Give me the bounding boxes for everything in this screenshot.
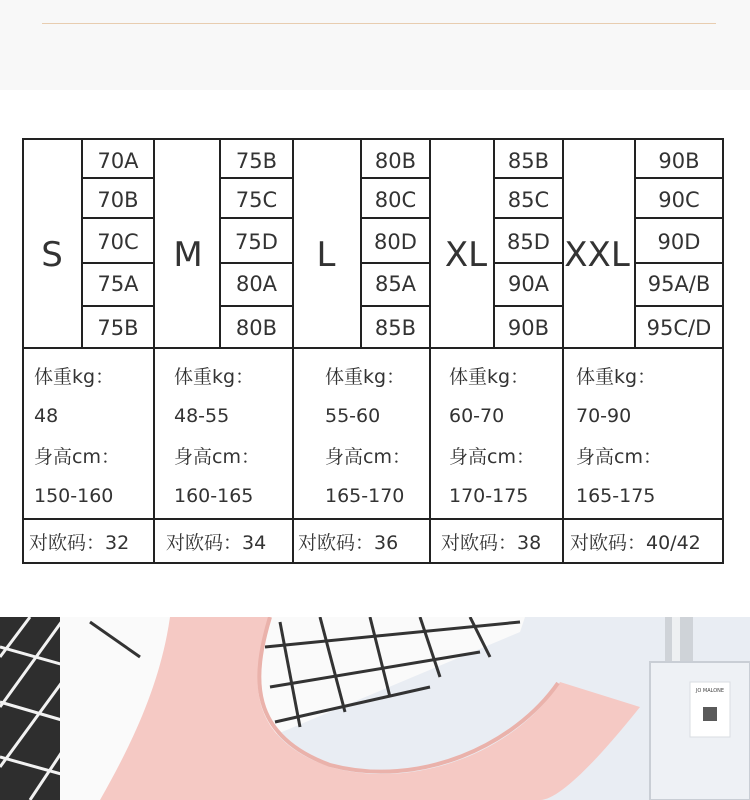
- height-value: 165-175: [576, 485, 656, 507]
- cup-size: 70C: [97, 230, 139, 254]
- cup-size: 80C: [374, 188, 417, 212]
- cup-size: 75B: [235, 149, 278, 173]
- bottle-label: JO MALONE: [695, 688, 725, 694]
- weight-label: 体重kg：: [34, 366, 115, 388]
- cup-size: 70B: [97, 188, 139, 212]
- size-label-xl: XL: [444, 235, 488, 275]
- weight-value: 55-60: [325, 405, 381, 427]
- cup-size: 70A: [97, 149, 139, 173]
- height-label: 身高cm：: [576, 446, 662, 468]
- cup-size: 90B: [507, 316, 550, 340]
- weight-value: 48-55: [174, 405, 230, 427]
- cup-row-line: [634, 262, 722, 264]
- cup-size: 95A/B: [647, 272, 711, 296]
- size-chart-table: [22, 138, 724, 564]
- cup-size: 80B: [235, 316, 278, 340]
- cup-size: 75B: [97, 316, 139, 340]
- size-label-xxl: XXL: [564, 235, 630, 275]
- column-divider: [429, 140, 431, 562]
- cup-row-line: [81, 177, 153, 179]
- cup-row-line: [219, 217, 292, 219]
- product-photo-illustration: [0, 617, 750, 800]
- height-value: 165-170: [325, 485, 405, 507]
- cup-size: 75D: [235, 230, 278, 254]
- height-value: 160-165: [174, 485, 254, 507]
- eu-size: 对欧码：36: [298, 532, 399, 554]
- cup-row-line: [219, 177, 292, 179]
- row-divider: [24, 518, 722, 520]
- cup-row-line: [360, 217, 429, 219]
- cup-row-line: [493, 305, 562, 307]
- column-divider: [292, 140, 294, 562]
- cup-size: 85B: [374, 316, 417, 340]
- cup-size: 80D: [374, 230, 417, 254]
- size-label-l: L: [316, 235, 336, 275]
- cup-size: 85B: [507, 149, 550, 173]
- header-band: [0, 0, 750, 90]
- cup-size: 85D: [507, 230, 550, 254]
- eu-size: 对欧码：32: [29, 532, 130, 554]
- cup-row-line: [81, 217, 153, 219]
- height-value: 170-175: [449, 485, 529, 507]
- cup-size: 90A: [507, 272, 550, 296]
- cup-row-line: [81, 305, 153, 307]
- height-label: 身高cm：: [325, 446, 411, 468]
- height-value: 150-160: [34, 485, 114, 507]
- cup-size: 90B: [658, 149, 700, 173]
- cup-row-line: [219, 305, 292, 307]
- height-label: 身高cm：: [174, 446, 260, 468]
- cup-row-line: [360, 305, 429, 307]
- product-photo: [0, 617, 750, 800]
- eu-size: 对欧码：38: [441, 532, 542, 554]
- column-divider: [562, 140, 564, 562]
- cup-size: 95C/D: [646, 316, 712, 340]
- weight-label: 体重kg：: [174, 366, 255, 388]
- cup-row-line: [634, 305, 722, 307]
- cup-size: 90C: [658, 188, 700, 212]
- cup-size: 85A: [374, 272, 417, 296]
- cup-row-line: [360, 262, 429, 264]
- row-divider: [24, 347, 722, 349]
- cup-row-line: [634, 217, 722, 219]
- cup-size: 75A: [97, 272, 139, 296]
- eu-size: 对欧码：34: [166, 532, 267, 554]
- cup-size: 80B: [374, 149, 417, 173]
- cup-row-line: [219, 262, 292, 264]
- weight-label: 体重kg：: [449, 366, 530, 388]
- cup-size: 75C: [235, 188, 278, 212]
- height-label: 身高cm：: [449, 446, 535, 468]
- column-divider: [153, 140, 155, 562]
- weight-label: 体重kg：: [576, 366, 657, 388]
- size-label-m: M: [173, 235, 203, 275]
- height-label: 身高cm：: [34, 446, 120, 468]
- weight-value: 60-70: [449, 405, 505, 427]
- cup-size: 80A: [235, 272, 278, 296]
- weight-label: 体重kg：: [325, 366, 406, 388]
- cup-row-line: [634, 177, 722, 179]
- divider-line: [42, 23, 716, 24]
- weight-value: 70-90: [576, 405, 632, 427]
- cup-size: 85C: [507, 188, 550, 212]
- cup-row-line: [493, 177, 562, 179]
- weight-value: 48: [34, 405, 59, 427]
- cup-row-line: [493, 217, 562, 219]
- cup-size: 90D: [657, 230, 701, 254]
- size-label-s: S: [41, 235, 63, 275]
- eu-size: 对欧码：40/42: [570, 532, 701, 554]
- cup-row-line: [360, 177, 429, 179]
